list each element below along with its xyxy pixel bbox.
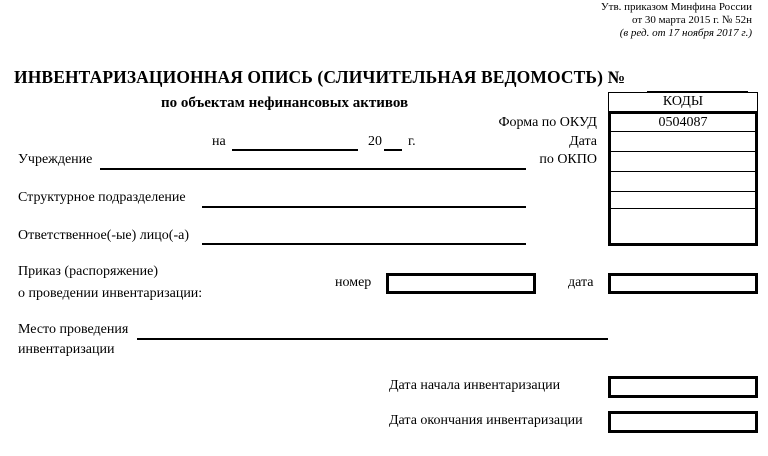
document-title: ИНВЕНТАРИЗАЦИОННАЯ ОПИСЬ (СЛИЧИТЕЛЬНАЯ ВЕДОМОСТЬ) № (14, 67, 626, 87)
place-label-line-1: Место проведения (18, 322, 129, 337)
order-number-label: номер (335, 275, 372, 290)
approval-line-3: (в ред. от 17 ноября 2017 г.) (619, 27, 752, 39)
department-input-line[interactable] (202, 206, 526, 208)
year-suffix-label: г. (408, 134, 416, 149)
okud-label: Форма по ОКУД (498, 115, 597, 130)
order-number-field[interactable] (386, 273, 536, 294)
codes-table (608, 111, 758, 246)
end-date-field[interactable] (608, 411, 758, 433)
code-okud-cell: 0504087 (611, 114, 755, 132)
order-label-line-2: о проведении инвентаризации: (18, 286, 203, 301)
approval-line-2: от 30 марта 2015 г. № 52н (631, 14, 752, 26)
end-date-label: Дата окончания инвентаризации (389, 413, 583, 428)
order-date-label: дата (568, 275, 594, 290)
place-label-line-2: инвентаризации (18, 342, 115, 357)
approval-note (601, 1, 752, 40)
year-input-line[interactable] (384, 149, 402, 151)
code-date-cell[interactable] (611, 133, 755, 152)
place-input-line[interactable] (137, 338, 608, 340)
document-subtitle: по объектам нефинансовых активов (161, 95, 409, 111)
department-label: Структурное подразделение (18, 190, 186, 205)
date-label: Дата (569, 134, 597, 149)
approval-line-1: Утв. приказом Минфина России (600, 1, 752, 13)
codes-header: КОДЫ (608, 92, 758, 112)
year-prefix-label: 20 (368, 134, 382, 149)
responsible-label: Ответственное(-ые) лицо(-а) (18, 228, 189, 243)
code-cell-5[interactable] (611, 193, 755, 209)
order-date-field[interactable] (608, 273, 758, 294)
code-cell-6[interactable] (611, 210, 755, 243)
start-date-label: Дата начала инвентаризации (389, 378, 561, 393)
start-date-field[interactable] (608, 376, 758, 398)
order-label-line-1: Приказ (распоряжение) (18, 264, 159, 279)
responsible-input-line[interactable] (202, 243, 526, 245)
okpo-label: по ОКПО (539, 152, 597, 167)
institution-input-line[interactable] (100, 168, 526, 170)
code-okpo-cell[interactable] (611, 153, 755, 172)
date-input-line[interactable] (232, 149, 358, 151)
institution-label: Учреждение (18, 152, 93, 167)
code-cell-4[interactable] (611, 173, 755, 192)
date-prefix-label: на (212, 134, 226, 149)
